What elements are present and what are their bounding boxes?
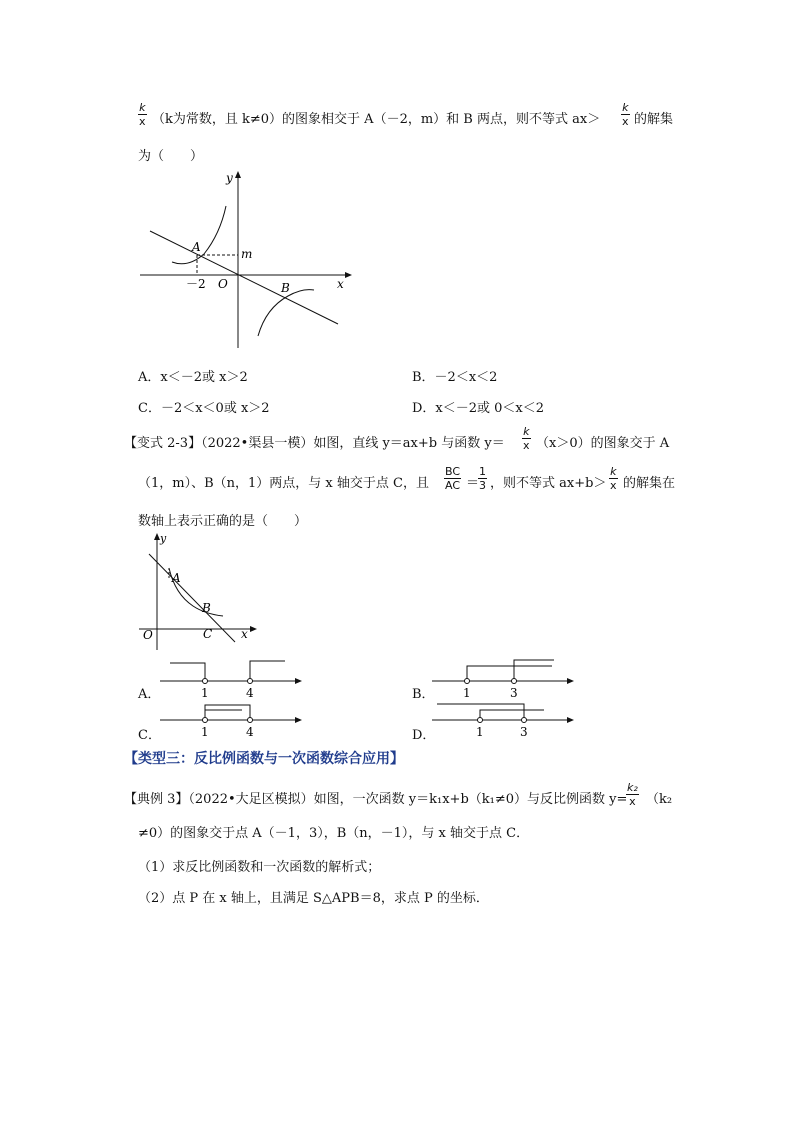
q1-figure xyxy=(130,168,360,353)
fraction-k-over-x-4 xyxy=(609,465,618,492)
q1-option-a[interactable]: A．x＜－2或 x＞2 xyxy=(138,370,248,385)
tick-label-4: 4 xyxy=(246,725,254,739)
fraction-numerator: k xyxy=(610,465,617,478)
fraction-denominator: x xyxy=(523,439,530,452)
point-label-b: B xyxy=(202,601,211,615)
origin-label: O xyxy=(143,628,153,642)
tick-label-3: 3 xyxy=(520,725,528,738)
q3-sub2: （2）点 P 在 x 轴上，且满足 S△APB＝8，求点 P 的坐标． xyxy=(138,891,489,906)
tick-label-1: 1 xyxy=(463,686,471,700)
fraction-numerator: k xyxy=(139,101,146,114)
fraction-k-over-x-2 xyxy=(621,101,630,128)
q2-text-line2a: （1，m）、B（n，1）两点，与 x 轴交于点 C，且 xyxy=(138,476,429,491)
fraction-numerator: BC xyxy=(445,465,461,478)
point-label-b: B xyxy=(281,281,290,295)
q3-text-line2: ≠0）的图象交于点 A（－1，3），B（n，－1），与 x 轴交于点 C． xyxy=(138,826,530,841)
q1-text-line2: 为（ ） xyxy=(138,149,204,164)
q2-eq: ＝ xyxy=(466,476,480,491)
label-m: m xyxy=(241,247,253,261)
q3-sub1: （1）求反比例函数和一次函数的解析式； xyxy=(138,860,381,875)
q2-option-c-letter[interactable]: C． xyxy=(138,728,161,743)
q3-text-line1: 【典例 3】（2022•大足区模拟）如图，一次函数 y＝k₁x+b（k₁≠0）与反比例函数 y= xyxy=(124,792,628,807)
fraction-one-third xyxy=(478,465,487,492)
tick-label-1: 1 xyxy=(476,725,484,738)
fraction-numerator: 1 xyxy=(479,465,486,478)
fraction-numerator: k xyxy=(622,101,629,114)
fraction-numerator: k xyxy=(523,425,530,438)
fraction-k-over-x xyxy=(138,101,147,128)
q2-text-line2c: 的解集在 xyxy=(623,476,676,491)
fraction-denominator: 3 xyxy=(479,479,486,492)
q2-option-a-numberline[interactable] xyxy=(160,656,310,706)
q2-option-d-letter[interactable]: D． xyxy=(412,728,436,743)
fraction-k2-over-x xyxy=(626,781,639,808)
fraction-denominator: x xyxy=(139,115,146,128)
q1-text-line1: （k为常数，且 k≠0）的图象相交于 A（－2，m）和 B 两点，则不等式 ax＞ xyxy=(152,112,601,127)
fraction-bc-over-ac xyxy=(444,465,461,492)
point-label-a: A xyxy=(172,571,181,585)
origin-label: O xyxy=(218,277,228,291)
tick-label-3: 3 xyxy=(510,686,518,700)
label-neg2: －2 xyxy=(186,277,206,291)
fraction-k-over-x-3 xyxy=(522,425,531,452)
q2-text-line2b: ，则不等式 ax+b＞ xyxy=(490,476,607,491)
q2-text-line1-end: （x＞0）的图象交于 A xyxy=(536,436,670,451)
q1-option-d[interactable]: D．x＜－2或 0＜x＜2 xyxy=(412,401,545,416)
q3-text-line1-end: （k₂ xyxy=(646,792,673,807)
axis-label-x: x xyxy=(337,277,344,291)
point-label-c: C xyxy=(203,627,213,641)
fraction-denominator: x xyxy=(629,795,636,808)
fraction-denominator: AC xyxy=(445,479,461,492)
axis-label-y: y xyxy=(226,171,233,185)
q2-option-c-numberline[interactable] xyxy=(160,700,310,740)
q2-option-b-letter[interactable]: B． xyxy=(412,687,435,702)
point-label-a: A xyxy=(192,240,201,254)
fraction-denominator: x xyxy=(622,115,629,128)
fraction-denominator: x xyxy=(610,479,617,492)
q1-option-c[interactable]: C．－2＜x＜0或 x＞2 xyxy=(138,401,270,416)
q2-text-line1: 【变式 2-3】（2022•渠县一模）如图，直线 y＝ax+b 与函数 y＝ xyxy=(124,436,505,451)
fraction-numerator: k₂ xyxy=(627,781,638,794)
q2-option-d-numberline[interactable] xyxy=(432,698,582,738)
section-3-heading: 【类型三：反比例函数与一次函数综合应用】 xyxy=(124,751,404,767)
tick-label-4: 4 xyxy=(246,686,254,700)
axis-label-x: x xyxy=(241,627,248,641)
q2-option-a-letter[interactable]: A． xyxy=(138,687,161,702)
q1-text-line1-end: 的解集 xyxy=(634,112,674,127)
q2-figure xyxy=(135,532,260,652)
tick-label-1: 1 xyxy=(201,725,209,739)
q2-text-line3: 数轴上表示正确的是（ ） xyxy=(138,514,308,529)
axis-label-y: y xyxy=(160,532,167,545)
q1-option-b[interactable]: B．－2＜x＜2 xyxy=(412,370,498,385)
tick-label-1: 1 xyxy=(201,686,209,700)
